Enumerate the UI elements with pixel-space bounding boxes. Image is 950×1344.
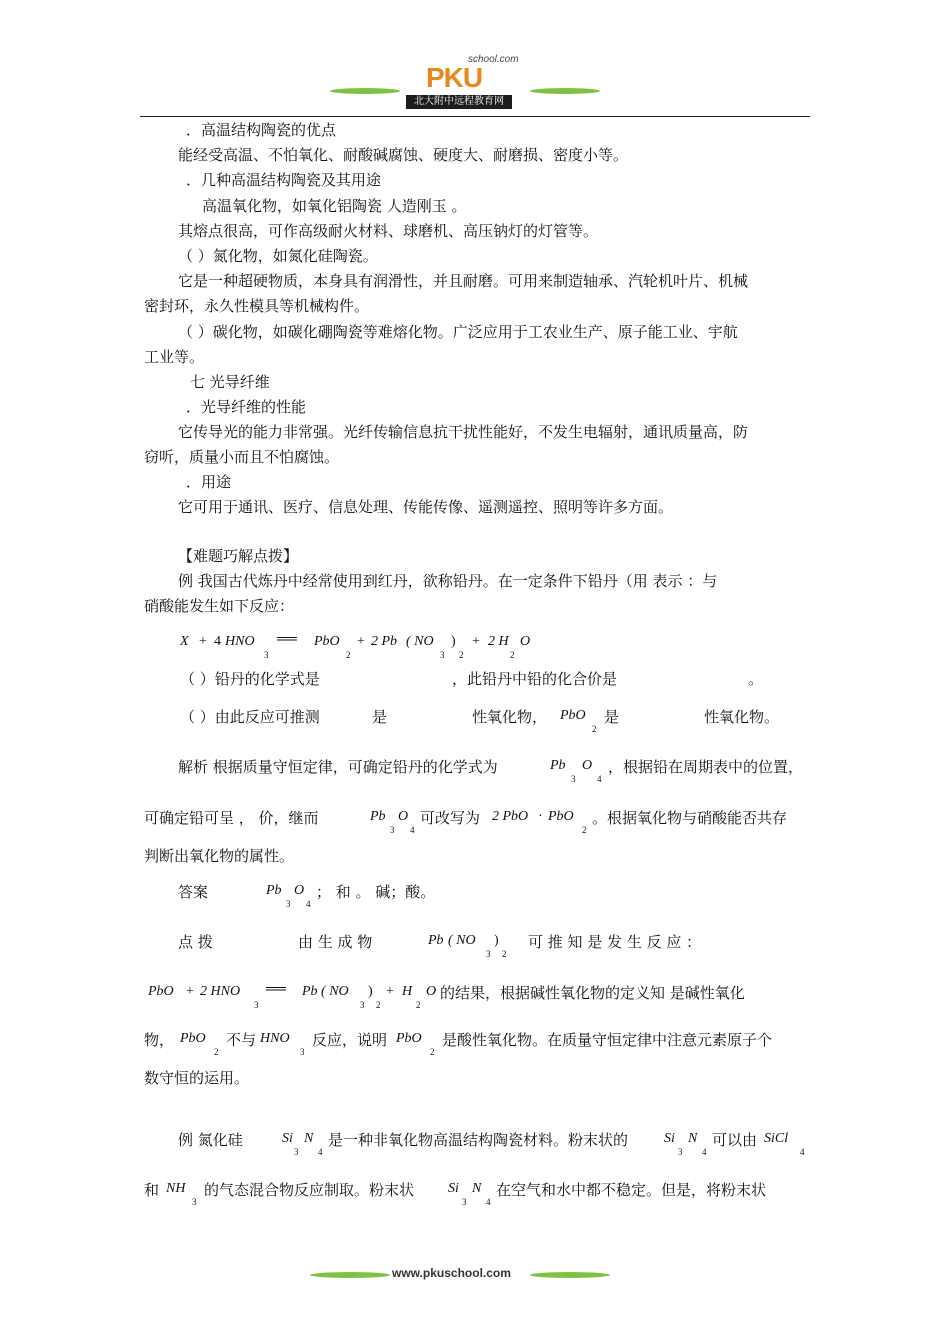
question-1-a: （ ）铅丹的化学式是 (180, 670, 320, 688)
question-2-e: 性氧化物。 (704, 708, 780, 726)
db3-pbo-2-sub: 2 (430, 1047, 435, 1057)
ex3-nh: NH (166, 1181, 186, 1196)
ans-pb: Pb (266, 883, 282, 898)
ans-sub3: 3 (286, 899, 291, 909)
ex3-nh-sub: 3 (192, 1197, 197, 1207)
db2-pbo: PbO (148, 984, 174, 999)
dianbo-line-4: 数守恒的运用。 (144, 1069, 250, 1087)
dianbo-line-1-a: 由 生 成 物 (298, 933, 373, 951)
db-pb: Pb (428, 933, 444, 948)
question-2-c: 性氧化物， (472, 708, 548, 726)
eq-2pb: 2 Pb (371, 634, 398, 649)
eq-no-sub: 3 (440, 650, 445, 660)
dianbo-label: 点 拨 (178, 933, 213, 951)
sol-pb3o4-o: O (582, 758, 593, 773)
ex2-sicl: SiCl (764, 1131, 789, 1146)
q2-pbo-sub: 2 (592, 724, 597, 734)
line-10: 工业等。 (144, 348, 205, 366)
footer-url[interactable]: www.pkuschool.com (392, 1266, 511, 1280)
eq-pbo-sub: 2 (346, 650, 351, 660)
solution-line-3: 判断出氧化物的属性。 (144, 847, 295, 865)
line-7: 它是一种超硬物质，本身具有润滑性，并且耐磨。可用来制造轴承、汽轮机叶片、机械 (178, 272, 749, 290)
solution-line-1-b: ，根据铅在周期表中的位置， (608, 758, 804, 776)
eq-plus-3: + (472, 634, 480, 649)
sol-pb3o4-pb: Pb (550, 758, 566, 773)
db-rp: ) (494, 933, 499, 948)
eq-pbo: PbO (314, 634, 340, 649)
db3-pbo-sub: 2 (214, 1047, 219, 1057)
line-13: 它传导光的能力非常强。光纤传输信息抗干扰性能好，不发生电辐射，通讯质量高，防 (178, 423, 749, 441)
header-swoosh-left (330, 88, 400, 94)
solution-line-2-c: 。根据氧化物与硝酸能否共存 (592, 809, 788, 827)
eq-2h: 2 H (488, 634, 509, 649)
db2-h-sub: 2 (416, 1000, 421, 1010)
db2-h: H (402, 984, 413, 999)
dianbo-line-1-b: 可 推 知 是 发 生 反 应 ： (528, 933, 702, 951)
question-2-a: （ ）由此反应可推测 (180, 708, 320, 726)
example-2-line-2-c: 在空气和水中都不稳定。但是，将粉末状 (496, 1181, 767, 1199)
db3-pbo-2: PbO (396, 1031, 422, 1046)
line-3: ．几种高温结构陶瓷及其用途 (186, 171, 382, 189)
db2-2hno: 2 HNO (200, 984, 241, 999)
ex2-si-2: Si (664, 1131, 675, 1146)
ex2-n: N (304, 1131, 314, 1146)
dianbo-line-2: 的结果，根据碱性氧化物的定义知 是碱性氧化 (440, 984, 745, 1002)
question-2-d: 是 (604, 708, 620, 726)
ex3-si-sub: 3 (462, 1197, 467, 1207)
ans-o: O (294, 883, 305, 898)
answer-text: ； 和 。 碱；酸。 (316, 883, 436, 901)
line-12: ．光导纤维的性能 (186, 398, 307, 416)
db3-hno-sub: 3 (300, 1047, 305, 1057)
solution-line-2-b: 可改写为 (420, 809, 481, 827)
header-rule (140, 116, 810, 117)
db2-eq: ══ (266, 982, 286, 997)
example-1-line-2: 硝酸能发生如下反应： (144, 597, 295, 615)
dianbo-line-3-d: 是酸性氧化物。在质量守恒定律中注意元素原子个 (442, 1031, 773, 1049)
dianbo-line-3-c: 反应，说明 (312, 1031, 388, 1049)
line-9: （ ）碳化物，如碳化硼陶瓷等难熔化物。广泛应用于工农业生产、原子能工业、宇航 (178, 323, 738, 341)
header-swoosh-right (530, 88, 600, 94)
line-4: 高温氧化物，如氧化铝陶瓷 人造刚玉 。 (202, 197, 467, 215)
line-1: ．高温结构陶瓷的优点 (186, 121, 337, 139)
sol-pb3o4-sub3: 3 (571, 774, 576, 784)
eq-h-sub: 2 (510, 650, 515, 660)
line-2: 能经受高温、不怕氧化、耐酸碱腐蚀、硬度大、耐磨损、密度小等。 (178, 146, 629, 164)
sol2-sub4: 4 (410, 825, 415, 835)
ex2-n-2: N (688, 1131, 698, 1146)
sol2-pbo2-sub: 2 (582, 825, 587, 835)
solution-line-1-a: 解析 根据质量守恒定律，可确定铅丹的化学式为 (178, 758, 498, 776)
sol2-pb: Pb (370, 809, 386, 824)
db2-plus-2: + (386, 984, 394, 999)
ex2-n-2-sub: 4 (702, 1147, 707, 1157)
eq-coef-4: 4 (214, 634, 221, 649)
dianbo-line-3-a: 物， (144, 1031, 175, 1049)
db2-no-sub: 3 (360, 1000, 365, 1010)
eq-plus-1: + (199, 634, 207, 649)
line-14: 窃听，质量小而且不怕腐蚀。 (144, 448, 340, 466)
example-2-line-1-c: 可以由 (712, 1131, 758, 1149)
ex2-si-sub: 3 (294, 1147, 299, 1157)
heading-tips: 【难题巧解点拨】 (178, 547, 299, 565)
question-1-b: ，此铅丹中铅的化合价是 (452, 670, 618, 688)
sol2-2pbo: 2 PbO (492, 809, 529, 824)
sol2-sub3: 3 (390, 825, 395, 835)
ans-sub4: 4 (306, 899, 311, 909)
db2-hno-sub: 3 (254, 1000, 259, 1010)
footer-swoosh-left (310, 1272, 390, 1278)
eq-x: X (180, 634, 189, 649)
sol2-pbo2: PbO (548, 809, 574, 824)
question-2-b: 是 (372, 708, 388, 726)
ex2-si: Si (282, 1131, 293, 1146)
db2-o: O (426, 984, 437, 999)
example-2-line-2-a: 和 (144, 1181, 160, 1199)
eq-rp-sub: 2 (459, 650, 464, 660)
ex2-sicl-sub: 4 (800, 1147, 805, 1157)
sol2-o: O (398, 809, 409, 824)
db-no: ( NO (448, 933, 476, 948)
line-16: 它可用于通讯、医疗、信息处理、传能传像、遥测遥控、照明等许多方面。 (178, 498, 674, 516)
logo-top-text: school.com (468, 54, 519, 65)
eq-o: O (520, 634, 531, 649)
eq-hno-sub: 3 (264, 650, 269, 660)
line-6: （ ）氮化物，如氮化硅陶瓷。 (178, 247, 378, 265)
example-1-line-1: 例 我国古代炼丹中经常使用到红丹，欲称铅丹。在一定条件下铅丹（用 表示 ：与 (178, 572, 718, 590)
dianbo-line-3-b: 不与 (226, 1031, 257, 1049)
ex3-n: N (472, 1181, 482, 1196)
eq-hno: HNO (225, 634, 255, 649)
eq-plus-2: + (357, 634, 365, 649)
line-8: 密封环，永久性模具等机械构件。 (144, 297, 370, 315)
line-5: 其熔点很高，可作高级耐火材料、球磨机、高压钠灯的灯管等。 (178, 222, 599, 240)
question-1-c: 。 (748, 670, 764, 688)
example-2-line-2-b: 的气态混合物反应制取。粉末状 (204, 1181, 415, 1199)
db-rp-sub: 2 (502, 949, 507, 959)
example-2-line-1-a: 例 氮化硅 (178, 1131, 243, 1149)
ex3-n-sub: 4 (486, 1197, 491, 1207)
example-2-line-1-b: 是一种非氧化物高温结构陶瓷材料。粉末状的 (328, 1131, 629, 1149)
db2-rp: ) (368, 984, 373, 999)
logo-main: PKU (426, 62, 483, 93)
ex2-n-sub: 4 (318, 1147, 323, 1157)
ex3-si: Si (448, 1181, 459, 1196)
answer-label: 答案 (178, 883, 209, 901)
section-title: 七 光导纤维 (190, 373, 270, 391)
db3-hno: HNO (260, 1031, 290, 1046)
sol-pb3o4-sub4: 4 (597, 774, 602, 784)
eq-no: ( NO (406, 634, 434, 649)
eq-sign: ══ (277, 632, 297, 647)
solution-line-2-a: 可确定铅可呈 ， 价，继而 (144, 809, 319, 827)
sol2-dot: · (538, 809, 543, 824)
footer-swoosh-right (530, 1272, 610, 1278)
db3-pbo: PbO (180, 1031, 206, 1046)
db2-plus: + (186, 984, 194, 999)
db-no-sub: 3 (486, 949, 491, 959)
db2-rp-sub: 2 (376, 1000, 381, 1010)
ex2-si-2-sub: 3 (678, 1147, 683, 1157)
q2-pbo: PbO (560, 708, 586, 723)
line-15: ．用途 (186, 473, 232, 491)
eq-rp: ) (451, 634, 456, 649)
db2-pbno: Pb ( NO (302, 984, 349, 999)
logo-banner: 北大附中远程教育网 (406, 95, 512, 109)
